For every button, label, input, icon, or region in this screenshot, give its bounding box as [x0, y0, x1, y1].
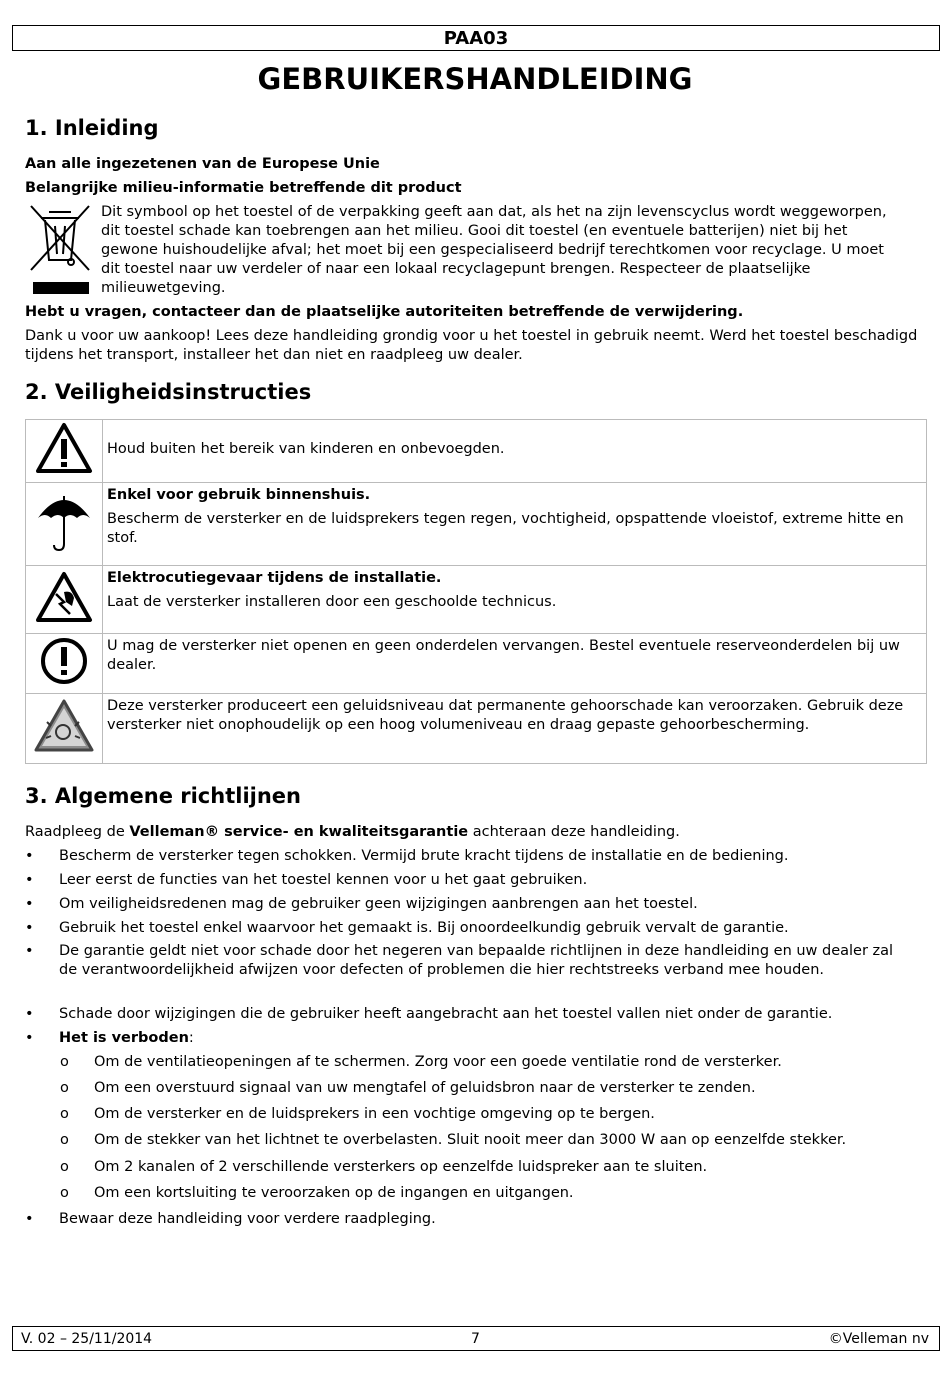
contact-authorities: Hebt u vragen, contacteer dan de plaatselijke autoriteiten betreffende de verwijdering.: [25, 304, 744, 320]
list-item: [25, 1005, 930, 1024]
safety-text: U mag de versterker niet openen en geen onderdelen vervangen. Bestel eventuele reserveonderdelen bij uw dealer.: [107, 638, 900, 673]
list-item-text: Gebruik het toestel enkel waarvoor het gemaakt is. Bij onoordeelkundig gebruik vervalt de garantie.: [59, 920, 789, 936]
safety-row: [26, 483, 927, 566]
safety-title: Elektrocutiegevaar tijdens de installatie.: [107, 570, 442, 586]
bullet-glyph: •: [25, 896, 34, 912]
guarantee-link-text: Velleman® service- en kwaliteitsgarantie: [129, 824, 469, 840]
sub-list-item-text: Om de stekker van het lichtnet te overbelasten. Sluit nooit meer dan 3000 W aan op eenzelfde stekker.: [94, 1132, 847, 1148]
list-item: [25, 1029, 930, 1048]
weee-bin-icon: [27, 202, 95, 298]
sub-list-item-text: Om een overstuurd signaal van uw mengtafel of geluidsbron naar de versterker te zenden.: [94, 1080, 756, 1096]
sub-bullet-glyph: o: [60, 1185, 69, 1201]
list-item: [25, 1210, 930, 1229]
guarantee-intro-pre: Raadpleeg de: [25, 824, 130, 840]
footer: [12, 1326, 940, 1351]
forbidden-label: Het is verboden: [59, 1030, 189, 1046]
list-item-text: Schade door wijzigingen die de gebruiker heeft aangebracht aan het toestel vallen niet onder de garantie.: [59, 1006, 833, 1022]
sub-list-item-text: Om de versterker en de luidsprekers in een vochtige omgeving op te bergen.: [94, 1106, 655, 1122]
safety-text: Laat de versterker installeren door een geschoolde technicus.: [107, 594, 557, 610]
model-number: PAA03: [443, 28, 509, 49]
list-item-text: Leer eerst de functies van het toestel kennen voor u het gaat gebruiken.: [59, 872, 588, 888]
header-box: [12, 25, 940, 51]
list-item: [25, 919, 930, 938]
guarantee-intro-post: achteraan deze handleiding.: [468, 824, 680, 840]
safety-row: [26, 566, 927, 634]
bullet-glyph: •: [25, 1030, 34, 1046]
safety-title: Enkel voor gebruik binnenshuis.: [107, 487, 371, 503]
umbrella-icon: [26, 483, 103, 566]
list-item: [25, 895, 930, 914]
bullet-glyph: •: [25, 920, 34, 936]
weee-text: Dit symbool op het toestel of de verpakking geeft aan dat, als het na zijn levenscyclus wordt weggeworpen, dit toestel schade kan toebrengen aan het milieu. Gooi dit toestel (en eventuele batterijen) niet bij het gewone huishoudelijke afval; het moet bij een gespecialiseerd bedrijf terechtkomen voor recyclage. U moet dit toestel naar uw verdeler of naar een lokaal recyclagepunt brengen. Respecteer de plaatselijke milieuwetgeving.: [101, 204, 887, 296]
bullet-glyph: •: [25, 848, 34, 864]
sub-list-item: [60, 1158, 930, 1177]
bullet-glyph: •: [25, 1211, 34, 1227]
sub-list-item: [60, 1131, 930, 1150]
footer-copyright: ©Velleman nv: [828, 1331, 929, 1347]
safety-text: Houd buiten het bereik van kinderen en onbevoegden.: [107, 441, 505, 457]
sub-list-item: [60, 1105, 930, 1124]
safety-table: [25, 419, 927, 764]
list-item: [25, 847, 930, 866]
sub-list-item-text: Om een kortsluiting te veroorzaken op de ingangen en uitgangen.: [94, 1185, 574, 1201]
list-item-text: Bescherm de versterker tegen schokken. Vermijd brute kracht tijdens de installatie en de bediening.: [59, 848, 789, 864]
section-2-heading: 2. Veiligheidsinstructies: [25, 380, 312, 404]
footer-page-number: 7: [471, 1331, 480, 1347]
safety-row: [26, 420, 927, 483]
sub-bullet-glyph: o: [60, 1132, 69, 1148]
exclamation-circle-icon: [26, 634, 103, 694]
page-title: GEBRUIKERSHANDLEIDING: [257, 62, 693, 96]
footer-version: V. 02 – 25/11/2014: [21, 1331, 153, 1347]
safety-text: Deze versterker produceert een geluidsniveau dat permanente gehoorschade kan veroorzaken. Gebruik deze versterker niet onophoudelijk op een hoog volumeniveau en draag gepaste gehoorbescherming.: [107, 698, 904, 733]
guarantee-intro: [25, 823, 680, 842]
list-item-text: Om veiligheidsredenen mag de gebruiker geen wijzigingen aanbrengen aan het toestel.: [59, 896, 698, 912]
section-1-heading: 1. Inleiding: [25, 116, 159, 140]
forbidden-colon: :: [188, 1030, 194, 1046]
sub-list-item-text: Om 2 kanalen of 2 verschillende versterkers op eenzelfde luidspreker aan te sluiten.: [94, 1159, 708, 1175]
list-item: [25, 871, 930, 890]
bullet-glyph: •: [25, 943, 34, 959]
thanks-paragraph: Dank u voor uw aankoop! Lees deze handleiding grondig voor u het toestel in gebruik neemt. Werd het toestel beschadigd tijdens het transport, installeer het dan niet en raadpleeg uw dealer.: [25, 328, 918, 363]
bullet-glyph: •: [25, 1006, 34, 1022]
sub-bullet-glyph: o: [60, 1080, 69, 1096]
list-item-text: Bewaar deze handleiding voor verdere raadpleging.: [59, 1211, 436, 1227]
list-item: [25, 942, 930, 980]
eu-residents-heading: Aan alle ingezetenen van de Europese Unie: [25, 156, 380, 172]
safety-row: [26, 694, 927, 764]
sub-bullet-glyph: o: [60, 1054, 69, 1070]
list-item-text: De garantie geldt niet voor schade door het negeren van bepaalde richtlijnen in deze handleiding en uw dealer zal de verantwoordelijkheid afwijzen voor defecten of problemen die hier rechtstreeks verband mee houden.: [59, 943, 894, 978]
environment-info-heading: Belangrijke milieu-informatie betreffende dit product: [25, 180, 462, 196]
sub-list-item: [60, 1053, 930, 1072]
safety-row: [26, 634, 927, 694]
hearing-hazard-icon: [26, 694, 103, 764]
warning-triangle-icon: [26, 420, 103, 483]
sub-bullet-glyph: o: [60, 1106, 69, 1122]
sub-list-item-text: Om de ventilatieopeningen af te schermen. Zorg voor een goede ventilatie rond de versterker.: [94, 1054, 782, 1070]
bullet-glyph: •: [25, 872, 34, 888]
sub-list-item: [60, 1184, 930, 1203]
sub-list-item: [60, 1079, 930, 1098]
section-3-heading: 3. Algemene richtlijnen: [25, 784, 301, 808]
electric-shock-icon: [26, 566, 103, 634]
sub-bullet-glyph: o: [60, 1159, 69, 1175]
safety-text: Bescherm de versterker en de luidsprekers tegen regen, vochtigheid, opspattende vloeistof, extreme hitte en stof.: [107, 511, 904, 546]
